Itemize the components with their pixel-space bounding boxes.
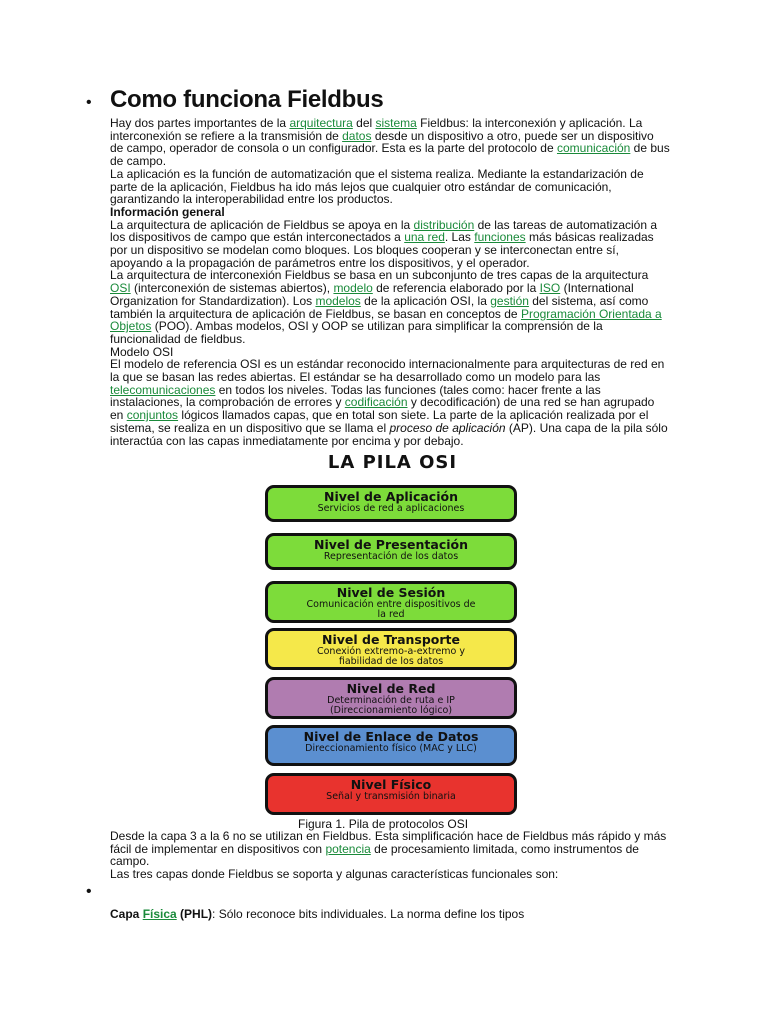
osi-layer-network: Nivel de Red Determinación de ruta e IP (Direccionamiento lógico): [265, 677, 517, 719]
figure-title: LA PILA OSI: [327, 452, 458, 473]
paragraph-three-layers: Las tres capas donde Fieldbus se soporta y algunas características funcionales son:: [110, 867, 559, 882]
osi-layer-transport: Nivel de Transporte Conexión extremo-a-extremo y fiabilidad de los datos: [265, 628, 517, 670]
link-osi[interactable]: OSI: [110, 281, 131, 296]
paragraph-architecture: Hay dos partes importantes de la arquitectura del sistema Fieldbus: la interconexión y aplicación. La interconexión se refiere a la transmisión de datos desde un dispositivo a otro, puede ser un dispositivo de campo, operador de consola o un configurador. Esta es la parte del protocolo de comunicación de bus de campo.: [110, 116, 670, 169]
paragraph-info: La arquitectura de aplicación de Fieldbus se apoya en la distribución de las tareas de automatización a los dispositivos de campo que están interconectados a una red. Las funciones más básicas realizadas por un dispositivo se modelan como bloques. Los bloques cooperan y se interconectan entre sí, apoyando a la propagación de parámetros entre los dispositivos, y el operador.: [110, 217, 658, 270]
link-datos[interactable]: datos: [342, 128, 372, 143]
link-codificacion[interactable]: codificación: [344, 395, 408, 410]
paragraph-osi: El modelo de referencia OSI es un estándar reconocido internacionalmente para arquitecturas de red en la que se basan las redes abiertas. El estándar se ha desarrollado como un modelo para las telecomunicaciones en todos los niveles. Todas las funciones (tales como: hacer frente a las instalaciones, la comprobación de errores y codificación y decodificación) de una red se han agrupado en conjuntos lógicos llamados capas, que en total son siete. La parte de la aplicación realizada por el sistema, se realiza en un dispositivo que se llama el proceso de aplicación (AP). Una capa de la pila sólo interactúa con las capas inmediatamente por encima y por debajo.: [110, 357, 668, 448]
link-conjuntos[interactable]: conjuntos: [126, 408, 179, 423]
figure-caption: Figura 1. Pila de protocolos OSI: [298, 817, 469, 831]
link-arquitectura[interactable]: arquitectura: [289, 116, 353, 130]
link-comunicacion[interactable]: comunicación: [556, 141, 631, 156]
osi-layer-session: Nivel de Sesión Comunicación entre dispositivos de la red: [265, 581, 517, 623]
link-fisica[interactable]: Física: [142, 907, 177, 921]
paragraph-physical-layer: Capa Física (PHL): Sólo reconoce bits individuales. La norma define los tipos: [110, 907, 525, 921]
osi-layer-physical: Nivel Físico Señal y transmisión binaria: [265, 773, 517, 815]
paragraph-application: La aplicación es la función de automatización que el sistema realiza. Mediante la estandarización de parte de la aplicación, Fieldbus ha ido más lejos que cualquier otro estándar de comunicación, garantizando la interoperabilidad entre los productos.: [110, 166, 644, 207]
link-modelos[interactable]: modelos: [315, 293, 361, 308]
paragraph-interconnection: La arquitectura de interconexión Fieldbus se basa en un subconjunto de tres capas de la arquitectura OSI (interconexión de sistemas abiertos), modelo de referencia elaborado por la ISO (International Organization for Standardization). Los modelos de la aplicación OSI, la gestión del sistema, así como también la arquitectura de aplicación de Fieldbus, se basan en conceptos de Programación Orientada a Objetos (POO). Ambas modelos, OSI y OOP se utilizan para simplificar la comprensión de la funcionalidad de fieldbus.: [110, 268, 662, 346]
link-gestion[interactable]: gestión: [490, 293, 529, 308]
osi-layer-application: Nivel de Aplicación Servicios de red a aplicaciones: [265, 485, 517, 522]
link-poo[interactable]: Programación Orientada a Objetos: [110, 306, 662, 334]
section-heading-info: Información general: [110, 204, 225, 219]
article-body-top: [110, 117, 670, 447]
page-title: Como funciona Fieldbus: [110, 86, 384, 113]
link-telecomunicaciones[interactable]: telecomunicaciones: [110, 382, 216, 397]
osi-layer-presentation: Nivel de Presentación Representación de los datos: [265, 533, 517, 570]
link-distribucion[interactable]: distribución: [413, 217, 475, 232]
link-iso[interactable]: ISO: [539, 281, 561, 296]
paragraph-simplification: Desde la capa 3 a la 6 no se utilizan en Fieldbus. Esta simplificación hace de Fieldbus más rápido y más fácil de implementar en dispositivos con potencia de procesamiento limitada, como instrumentos de campo.: [110, 829, 667, 869]
link-una-red[interactable]: una red: [404, 230, 445, 245]
link-funciones[interactable]: funciones: [474, 230, 526, 245]
osi-layer-data-link: Nivel de Enlace de Datos Direccionamiento físico (MAC y LLC): [265, 725, 517, 766]
bullet-point: •: [86, 94, 92, 111]
osi-stack-figure: [255, 448, 530, 820]
link-sistema[interactable]: sistema: [375, 116, 417, 130]
link-potencia[interactable]: potencia: [325, 841, 371, 856]
link-modelo[interactable]: modelo: [333, 281, 373, 296]
section-heading-osi: Modelo OSI: [110, 344, 174, 359]
bullet-point-empty: •: [86, 883, 92, 900]
article-body-bottom: [110, 830, 670, 881]
